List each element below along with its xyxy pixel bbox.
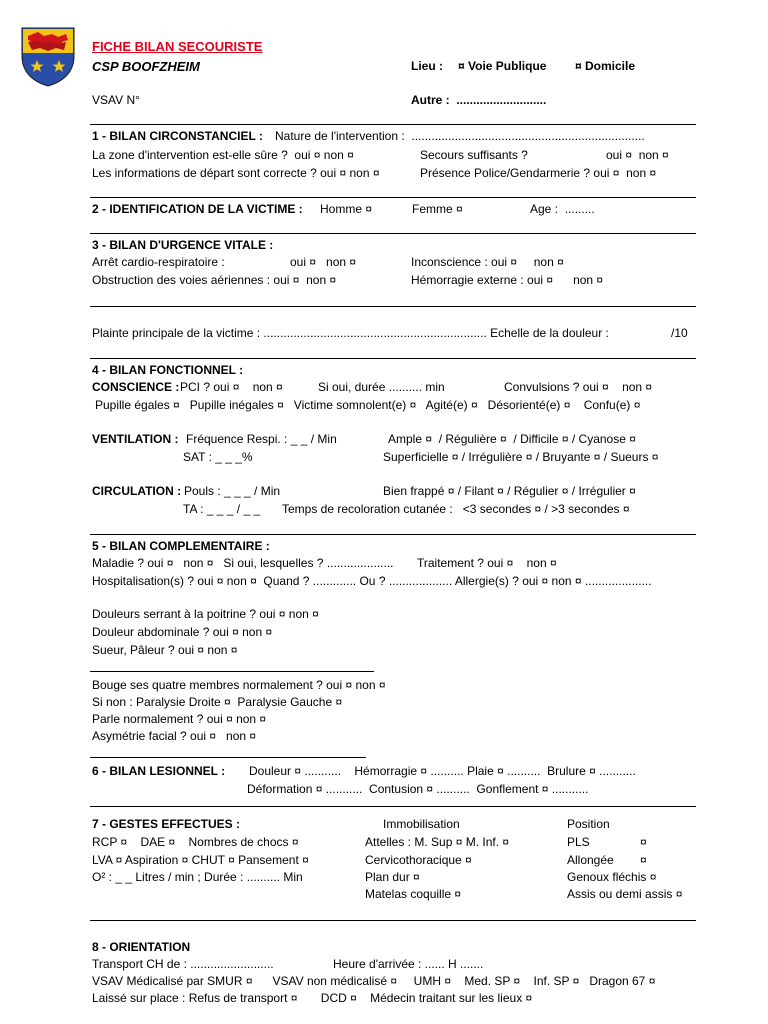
autre-field[interactable]: Autre : ........................... [411, 93, 547, 107]
ta-field[interactable]: TA : _ _ _ / _ _ [183, 502, 261, 516]
divider [90, 233, 696, 234]
section-8-heading: 8 - ORIENTATION [92, 940, 191, 954]
secours-suffisants-options[interactable]: oui ¤ non ¤ [606, 148, 669, 162]
pouls-quality-options[interactable]: Bien frappé ¤ / Filant ¤ / Régulier ¤ / Irrégulier ¤ [383, 484, 636, 498]
homme-checkbox[interactable]: Homme ¤ [320, 202, 373, 216]
cervicothoracique-checkbox[interactable]: Cervicothoracique ¤ [365, 853, 472, 867]
lieu-label: Lieu : [411, 59, 443, 73]
convulsions-question[interactable]: Convulsions ? oui ¤ non ¤ [504, 380, 653, 394]
douleur-abdominale-question[interactable]: Douleur abdominale ? oui ¤ non ¤ [92, 625, 273, 639]
bouge-membres-question[interactable]: Bouge ses quatre membres normalement ? oui ¤ non ¤ [92, 678, 386, 692]
lesions-line-2[interactable]: Déformation ¤ ........... Contusion ¤ .......... Gonflement ¤ ........... [247, 782, 589, 796]
genoux-flechis-checkbox[interactable]: Genoux fléchis ¤ [567, 870, 657, 884]
hospitalisation-allergie-line[interactable]: Hospitalisation(s) ? oui ¤ non ¤ Quand ? ............. Ou ? ................... Allergie(s) ? oui ¤ non ¤ .................... [92, 574, 652, 588]
matelas-coquille-checkbox[interactable]: Matelas coquille ¤ [365, 887, 462, 901]
divider [90, 757, 366, 758]
plan-dur-checkbox[interactable]: Plan dur ¤ [365, 870, 420, 884]
section-2-heading: 2 - IDENTIFICATION DE LA VICTIME : [92, 202, 303, 216]
allongee-label: Allongée [567, 853, 614, 867]
ventilation-label: VENTILATION : [92, 432, 179, 446]
douleurs-poitrine-question[interactable]: Douleurs serrant à la poitrine ? oui ¤ non ¤ [92, 607, 319, 621]
transport-ch-field[interactable]: Transport CH de : ......................... [92, 957, 274, 971]
oxygen-field[interactable]: O² : _ _ Litres / min ; Durée : .......... Min [92, 870, 303, 884]
nature-intervention-field[interactable]: Nature de l'intervention : ...................................................................... [275, 129, 645, 143]
sueur-paleur-question[interactable]: Sueur, Pâleur ? oui ¤ non ¤ [92, 643, 238, 657]
recoloration-options[interactable]: Temps de recoloration cutanée : <3 secondes ¤ / >3 secondes ¤ [282, 502, 630, 516]
lieu-voie-publique-checkbox[interactable]: ¤ Voie Publique [458, 59, 547, 73]
laisse-sur-place-options[interactable]: Laissé sur place : Refus de transport ¤ DCD ¤ Médecin traitant sur les lieux ¤ [92, 991, 533, 1005]
divider [90, 124, 696, 125]
lva-options[interactable]: LVA ¤ Aspiration ¤ CHUT ¤ Pansement ¤ [92, 853, 309, 867]
hemorragie-externe-question[interactable]: Hémorragie externe : oui ¤ non ¤ [411, 273, 604, 287]
divider [90, 197, 696, 198]
inconscience-question[interactable]: Inconscience : oui ¤ non ¤ [411, 255, 564, 269]
ventilation-quality-options[interactable]: Ample ¤ / Régulière ¤ / Difficile ¤ / Cyanose ¤ [388, 432, 636, 446]
lesions-line-1[interactable]: Douleur ¤ ........... Hémorragie ¤ .......... Plaie ¤ .......... Brulure ¤ ........... [249, 764, 636, 778]
maladie-question[interactable]: Maladie ? oui ¤ non ¤ Si oui, lesquelles ? .................... [92, 556, 394, 570]
zone-sure-question[interactable]: La zone d'intervention est-elle sûre ? oui ¤ non ¤ [92, 148, 354, 162]
obstruction-question[interactable]: Obstruction des voies aériennes : oui ¤ non ¤ [92, 273, 337, 287]
traitement-question[interactable]: Traitement ? oui ¤ non ¤ [417, 556, 557, 570]
paralysie-options[interactable]: Si non : Paralysie Droite ¤ Paralysie Gauche ¤ [92, 695, 343, 709]
divider [90, 534, 696, 535]
conscience-label: CONSCIENCE : [92, 380, 180, 394]
attelles-options[interactable]: Attelles : M. Sup ¤ M. Inf. ¤ [365, 835, 510, 849]
vsav-number-field[interactable]: VSAV N° [92, 93, 140, 107]
position-heading: Position [567, 817, 610, 831]
informations-correctes-question[interactable]: Les informations de départ sont correcte ? oui ¤ non ¤ [92, 166, 380, 180]
frequence-respi-field[interactable]: Fréquence Respi. : _ _ / Min [186, 432, 337, 446]
section-7-heading: 7 - GESTES EFFECTUES : [92, 817, 241, 831]
presence-police-question[interactable]: Présence Police/Gendarmerie ? oui ¤ non ¤ [420, 166, 657, 180]
pls-checkbox[interactable]: ¤ [640, 835, 647, 849]
secours-suffisants-label: Secours suffisants ? [420, 148, 528, 162]
boofzheim-crest-logo [20, 26, 76, 88]
ventilation-signs-options[interactable]: Superficielle ¤ / Irrégulière ¤ / Bruyante ¤ / Sueurs ¤ [383, 450, 659, 464]
pouls-field[interactable]: Pouls : _ _ _ / Min [184, 484, 281, 498]
immobilisation-heading: Immobilisation [383, 817, 460, 831]
heure-arrivee-field[interactable]: Heure d'arrivée : ...... H ....... [333, 957, 484, 971]
pupilles-options[interactable]: Pupille égales ¤ Pupille inégales ¤ Victime somnolent(e) ¤ Agité(e) ¤ Désorienté(e) ¤ Confu(e) ¤ [95, 398, 641, 412]
form-title: FICHE BILAN SECOURISTE [92, 39, 263, 54]
divider [90, 671, 374, 672]
sat-field[interactable]: SAT : _ _ _% [183, 450, 253, 464]
vsav-orientation-options[interactable]: VSAV Médicalisé par SMUR ¤ VSAV non médicalisé ¤ UMH ¤ Med. SP ¤ Inf. SP ¤ Dragon 67 ¤ [92, 974, 656, 988]
divider [90, 806, 696, 807]
station-name: CSP BOOFZHEIM [92, 59, 200, 74]
section-4-heading: 4 - BILAN FONCTIONNEL : [92, 363, 244, 377]
parle-normalement-question[interactable]: Parle normalement ? oui ¤ non ¤ [92, 712, 267, 726]
section-3-heading: 3 - BILAN D'URGENCE VITALE : [92, 238, 274, 252]
section-6-heading: 6 - BILAN LESIONNEL : [92, 764, 226, 778]
section-5-heading: 5 - BILAN COMPLEMENTAIRE : [92, 539, 270, 553]
age-field[interactable]: Age : ......... [530, 202, 595, 216]
femme-checkbox[interactable]: Femme ¤ [412, 202, 463, 216]
douleur-scale: /10 [671, 326, 688, 340]
pls-label: PLS [567, 835, 590, 849]
assis-checkbox[interactable]: Assis ou demi assis ¤ [567, 887, 683, 901]
lieu-domicile-checkbox[interactable]: ¤ Domicile [575, 59, 636, 73]
asymetrie-faciale-question[interactable]: Asymétrie facial ? oui ¤ non ¤ [92, 729, 257, 743]
divider [90, 306, 696, 307]
divider [90, 358, 696, 359]
pci-question[interactable]: PCI ? oui ¤ non ¤ [180, 380, 283, 394]
divider [90, 920, 696, 921]
arret-cardio-options[interactable]: oui ¤ non ¤ [290, 255, 357, 269]
rcp-dae-options[interactable]: RCP ¤ DAE ¤ Nombres de chocs ¤ [92, 835, 299, 849]
plainte-principale-field[interactable]: Plainte principale de la victime : ................................................................... Echelle de la douleur : [92, 326, 609, 340]
allongee-checkbox[interactable]: ¤ [640, 853, 647, 867]
section-1-heading: 1 - BILAN CIRCONSTANCIEL : [92, 129, 263, 143]
duree-field[interactable]: Si oui, durée .......... min [318, 380, 445, 394]
circulation-label: CIRCULATION : [92, 484, 182, 498]
arret-cardio-label: Arrêt cardio-respiratoire : [92, 255, 225, 269]
